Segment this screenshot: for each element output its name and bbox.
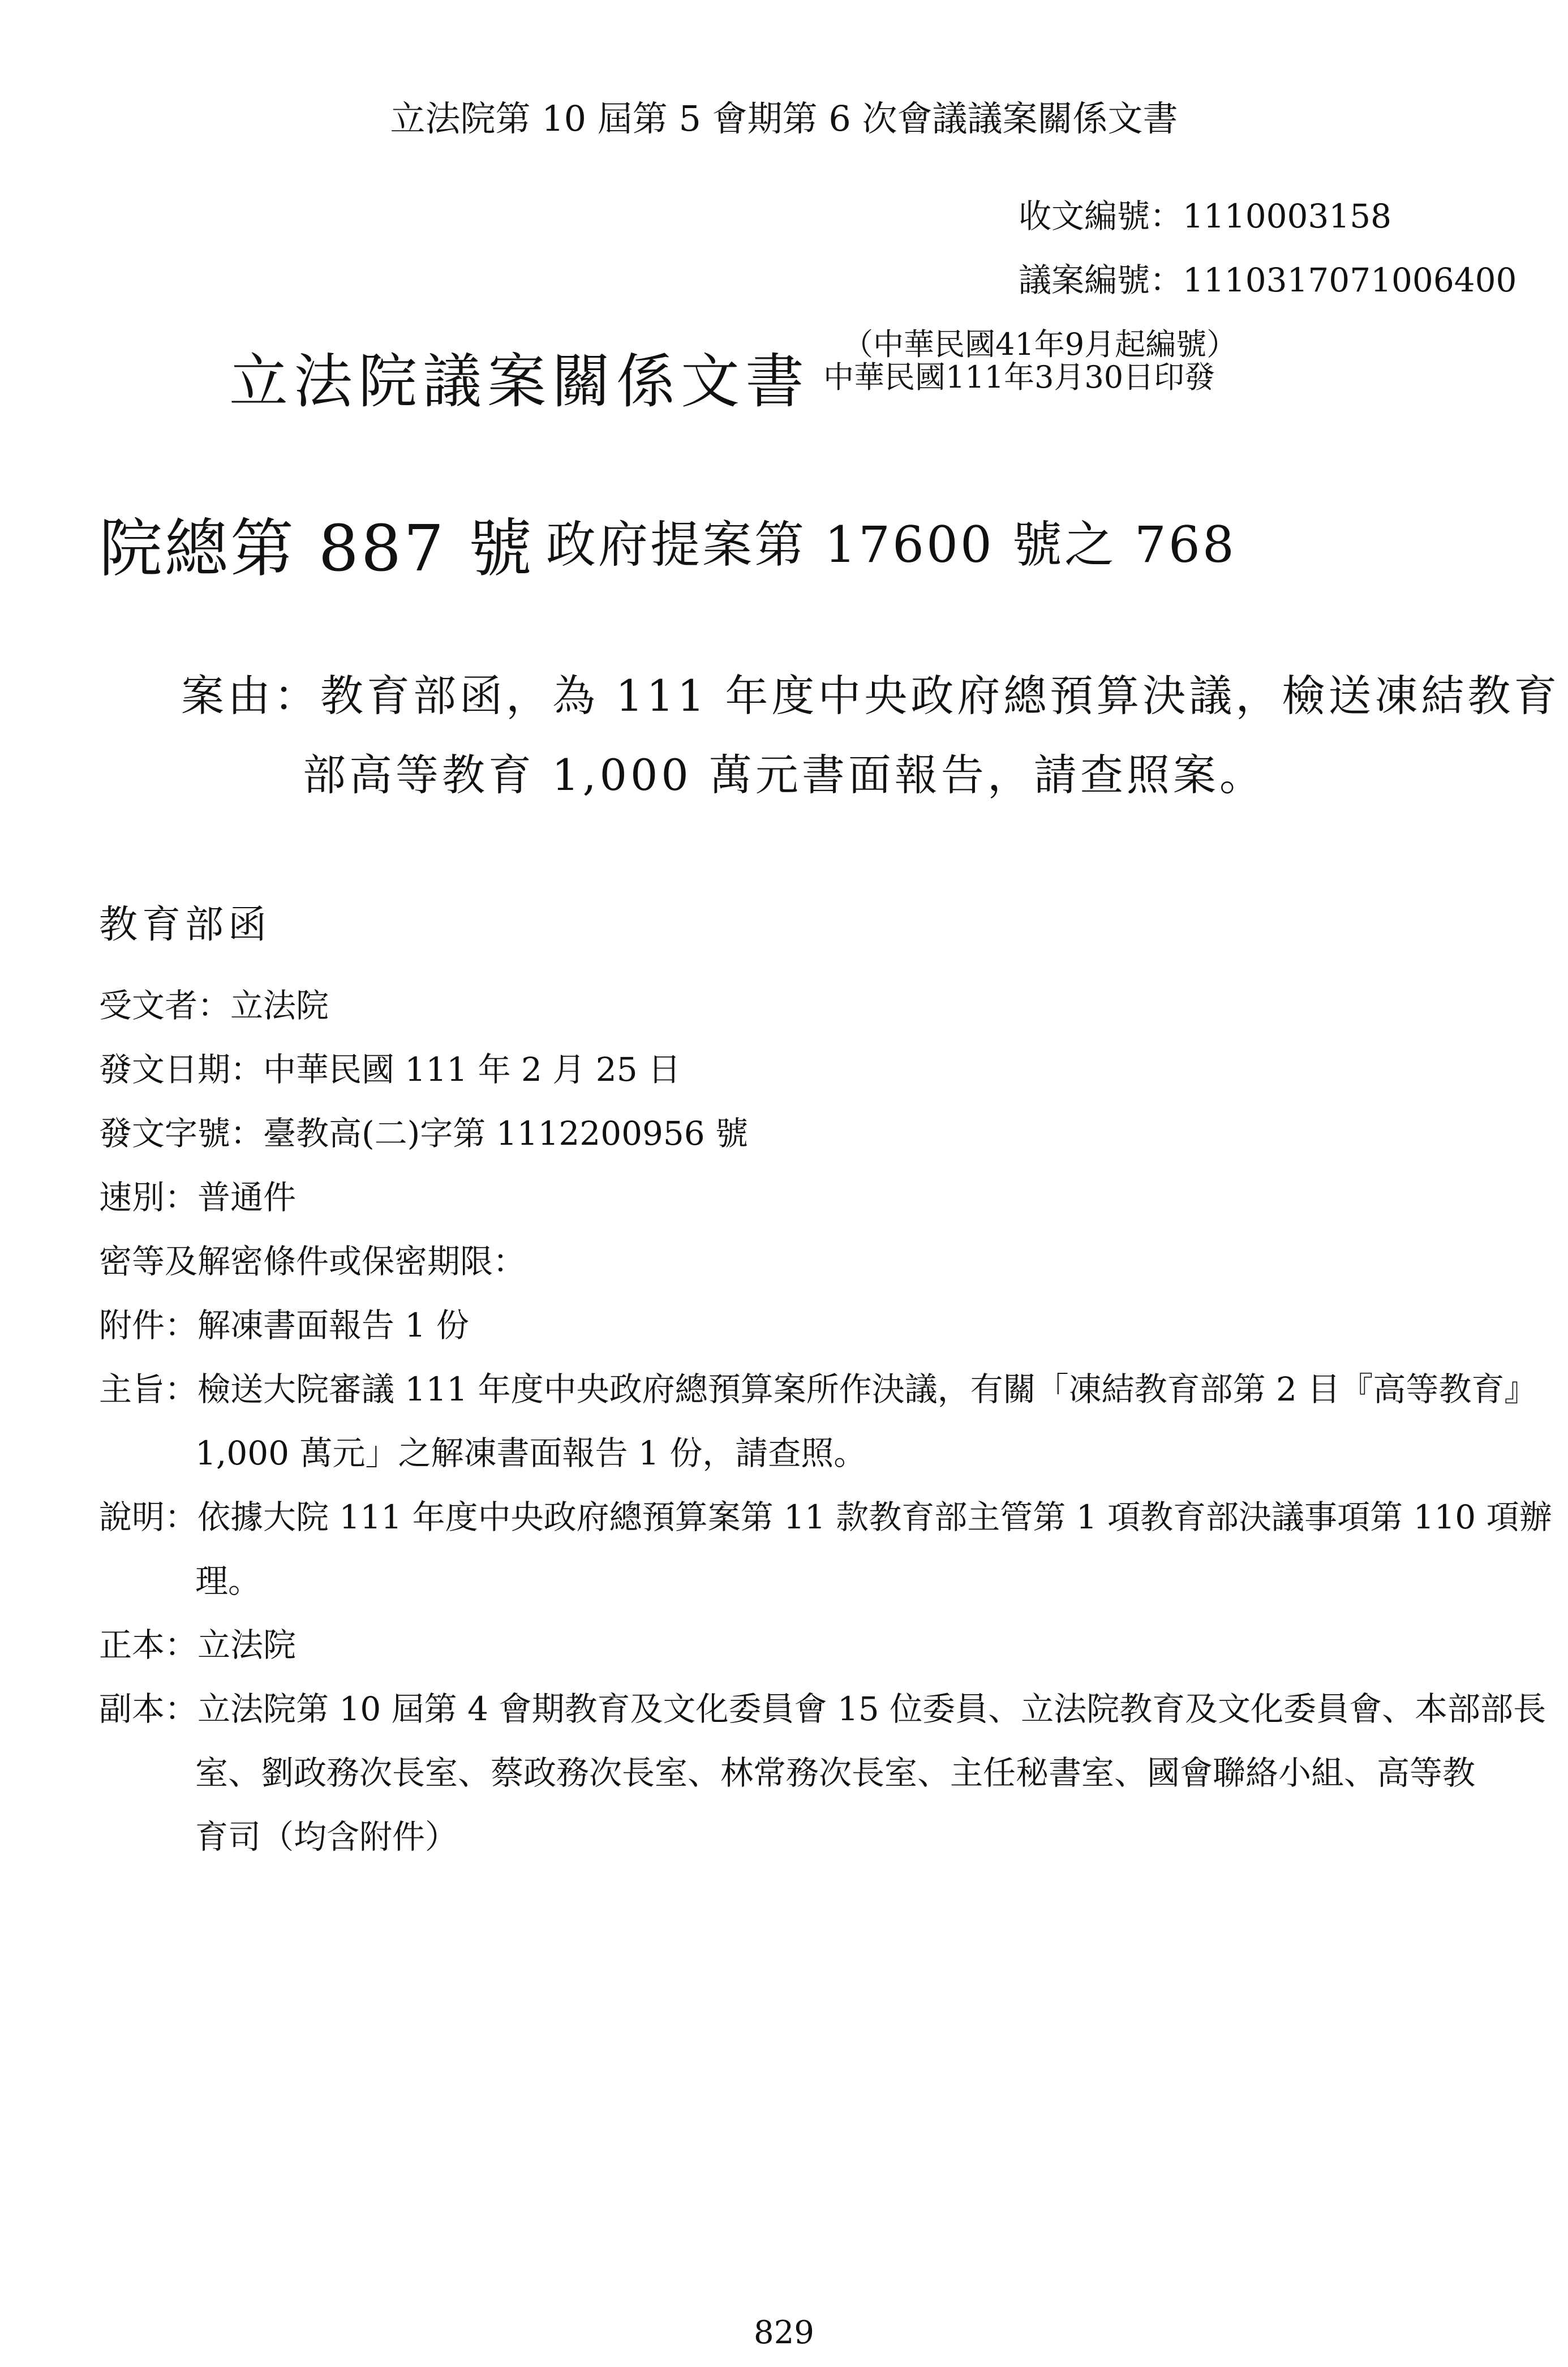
field-secrecy: 密等及解密條件或保密期限： [99,1242,526,1281]
subject-line-2: 部高等教育 1,000 萬元書面報告，請查照案。 [303,750,1266,800]
numbering-note: （中華民國41年9月起編號） [843,327,1238,362]
date-block [823,328,1237,394]
running-header: 立法院第 10 屆第 5 會期第 6 次會議議案關係文書 [390,98,1178,139]
bill-number: 議案編號：1110317071006400 [1019,261,1517,299]
document-title: 立法院議案關係文書 [229,347,810,416]
field-recipient: 受文者：立法院 [99,986,329,1025]
field-purpose: 主旨：檢送大院審議 111 年度中央政府總預算案所作決議，有關「凍結教育部第 2 目『高等教育』 [99,1370,1537,1408]
field-explanation: 說明：依據大院 111 年度中央政府總預算案第 11 款教育部主管第 1 項教育部決議事項第 110 項辦 [99,1498,1552,1536]
receipt-number: 收文編號：1110003158 [1019,197,1392,235]
copies-line-3: 育司（均含附件） [195,1818,458,1856]
page-number: 829 [754,2314,814,2351]
field-attachment: 附件：解凍書面報告 1 份 [99,1306,469,1344]
explanation-line-2: 理。 [195,1562,261,1600]
field-speed: 速別：普通件 [99,1178,297,1217]
document-number: 院總第 887 號 [99,512,534,586]
print-date: 中華民國111年3月30日印發 [823,359,1215,395]
field-original: 正本：立法院 [99,1626,297,1664]
proposal-number: 政府提案第 17600 號之 768 [546,516,1236,574]
sender-heading: 教育部函 [99,903,272,947]
copies-line-2: 室、劉政務次長室、蔡政務次長室、林常務次長室、主任秘書室、國會聯絡小組、高等教 [195,1754,1476,1792]
field-copies: 副本：立法院第 10 屆第 4 會期教育及文化委員會 15 位委員、立法院教育及文化委員會、本部部長 [99,1690,1546,1728]
subject [181,656,1560,815]
field-reference: 發文字號：臺教高(二)字第 1112200956 號 [99,1114,749,1153]
field-date: 發文日期：中華民國 111 年 2 月 25 日 [99,1050,681,1089]
purpose-line-2: 1,000 萬元」之解凍書面報告 1 份，請查照。 [195,1434,867,1472]
subject-line-1: 案由：教育部函，為 111 年度中央政府總預算決議，檢送凍結教育 [181,671,1561,721]
